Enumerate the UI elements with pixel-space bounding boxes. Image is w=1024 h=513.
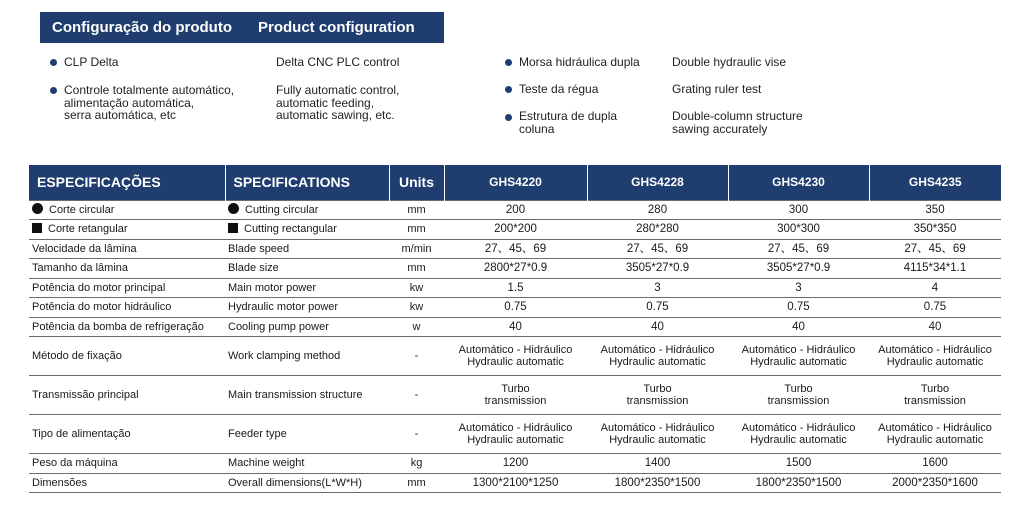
cell-value-text: Automático - Hidráulico Hydraulic automatic xyxy=(878,422,992,446)
cell-value xyxy=(869,454,1001,474)
cell-value xyxy=(728,376,869,415)
header-model: GHS4220 xyxy=(444,165,587,200)
cell-label-en xyxy=(225,239,389,259)
cell-unit xyxy=(389,317,444,337)
cell-value xyxy=(728,337,869,376)
cell-unit-text: mm xyxy=(407,203,426,216)
cell-value-text: Automático - Hidráulico Hydraulic automatic xyxy=(458,422,573,446)
cell-unit-text: - xyxy=(414,350,419,362)
cell-label-en xyxy=(225,376,389,415)
cell-value-text: 2800*27*0.9 xyxy=(483,262,548,275)
cell-label-pt-text: Tipo de alimentação xyxy=(32,428,131,440)
cell-unit-text: kw xyxy=(409,301,424,314)
cell-label-en-text: Main transmission structure xyxy=(228,389,363,401)
cell-value xyxy=(587,298,728,318)
cell-value xyxy=(587,454,728,474)
cell-label-pt-text: Corte circular xyxy=(49,204,115,217)
cell-label-en-text: Cutting circular xyxy=(245,204,319,217)
cell-label-pt xyxy=(29,415,225,454)
cell-label-pt xyxy=(29,454,225,474)
cell-value xyxy=(444,473,587,493)
cell-value-text: 0.75 xyxy=(787,301,810,314)
table-body xyxy=(29,200,1001,493)
cell-value xyxy=(869,259,1001,279)
cell-label-en-text: Cooling pump power xyxy=(228,320,329,333)
config-right-pt-1: Teste da régua xyxy=(519,82,599,96)
cell-unit xyxy=(389,220,444,240)
cell-value xyxy=(587,239,728,259)
config-title-pt: Configuração do produto xyxy=(52,19,232,36)
cell-value xyxy=(728,259,869,279)
cell-label-en xyxy=(225,200,389,220)
cell-value xyxy=(587,200,728,220)
cell-label-en xyxy=(225,259,389,279)
cell-label-en-text: Main motor power xyxy=(228,281,317,294)
cell-value-text: Turbo transmission xyxy=(484,383,547,407)
cell-value xyxy=(869,278,1001,298)
cell-label-pt xyxy=(29,220,225,240)
cell-value xyxy=(444,376,587,415)
config-left-pt-0: CLP Delta xyxy=(64,55,119,69)
cell-value-text: 1200 xyxy=(502,457,529,470)
config-left-pt-1: Controle totalmente automático, alimentação automática, serra automática, etc xyxy=(64,83,235,122)
header-model: GHS4235 xyxy=(869,165,1001,200)
cell-label-pt xyxy=(29,317,225,337)
cell-value xyxy=(444,239,587,259)
cell-value-text: 280 xyxy=(647,203,668,216)
cell-unit-text: kg xyxy=(410,457,423,470)
cell-unit xyxy=(389,239,444,259)
table-header-row xyxy=(29,165,1001,200)
cell-label-pt-text: Potência do motor principal xyxy=(32,281,166,294)
cell-unit xyxy=(389,200,444,220)
cell-value xyxy=(728,473,869,493)
bullet-icon xyxy=(50,87,57,94)
cell-value-text: Automático - Hidráulico Hydraulic automatic xyxy=(600,344,715,368)
cell-value xyxy=(869,239,1001,259)
cell-value-text: 4 xyxy=(931,281,939,294)
cell-value xyxy=(728,415,869,454)
config-left-en-0: Delta CNC PLC control xyxy=(276,55,400,69)
cell-unit xyxy=(389,337,444,376)
table-row xyxy=(29,337,1001,376)
config-right-en-1: Grating ruler test xyxy=(672,82,762,96)
cell-value-text: 1500 xyxy=(785,457,812,470)
cell-value-text: 300 xyxy=(788,203,809,216)
cell-value-text: 3 xyxy=(795,281,802,294)
config-right-en-0: Double hydraulic vise xyxy=(672,55,787,69)
cell-label-en xyxy=(225,278,389,298)
cell-label-pt xyxy=(29,259,225,279)
table-row xyxy=(29,259,1001,279)
table-row xyxy=(29,454,1001,474)
cell-value xyxy=(587,220,728,240)
cell-unit xyxy=(389,454,444,474)
cell-value-text: 1800*2350*1500 xyxy=(614,476,701,489)
header-model: GHS4228 xyxy=(587,165,728,200)
cell-value xyxy=(869,376,1001,415)
cell-value-text: Automático - Hidráulico Hydraulic automatic xyxy=(458,344,573,368)
cell-value-text: 200 xyxy=(505,203,526,216)
header-units: Units xyxy=(389,165,444,200)
cell-value-text: 27、45、69 xyxy=(484,242,547,255)
cell-value-text: 40 xyxy=(509,320,522,333)
cell-value-text: 27、45、69 xyxy=(626,242,689,255)
cell-value xyxy=(869,415,1001,454)
cell-value xyxy=(869,298,1001,318)
cell-value xyxy=(728,239,869,259)
cell-value-text: Automático - Hidráulico Hydraulic automatic xyxy=(741,344,856,368)
cell-value-text: 0.75 xyxy=(923,301,947,314)
cell-value xyxy=(869,337,1001,376)
cell-label-pt-text: Corte retangular xyxy=(48,223,128,236)
cell-label-pt xyxy=(29,337,225,376)
config-header xyxy=(40,12,444,43)
cell-value xyxy=(444,220,587,240)
square-icon xyxy=(32,223,42,233)
cell-value-text: 3 xyxy=(654,281,661,294)
table-row xyxy=(29,473,1001,493)
cell-unit xyxy=(389,278,444,298)
cell-value xyxy=(444,415,587,454)
cell-value xyxy=(869,473,1001,493)
cell-label-pt xyxy=(29,376,225,415)
cell-label-en xyxy=(225,454,389,474)
cell-value-text: 3505*27*0.9 xyxy=(625,262,690,275)
cell-value-text: 40 xyxy=(928,320,942,333)
cell-value xyxy=(587,415,728,454)
header-pt: ESPECIFICAÇÕES xyxy=(29,165,225,200)
cell-value xyxy=(728,454,869,474)
spec-table xyxy=(29,165,1001,493)
cell-label-en xyxy=(225,317,389,337)
bullet-icon xyxy=(50,59,57,66)
cell-label-en-text: Work clamping method xyxy=(228,350,341,362)
config-right-en-2: Double-column structure sawing accurately xyxy=(672,109,803,136)
cell-label-pt-text: Potência do motor hidráulico xyxy=(32,301,172,314)
cell-value-text: 1800*2350*1500 xyxy=(755,476,842,489)
cell-label-pt-text: Potência da bomba de refrigeração xyxy=(32,320,204,333)
cell-label-en-text: Blade speed xyxy=(228,242,290,255)
cell-label-pt xyxy=(29,239,225,259)
cell-value-text: 1400 xyxy=(644,457,671,470)
cell-value xyxy=(869,317,1001,337)
cell-label-pt xyxy=(29,278,225,298)
cell-label-pt-text: Método de fixação xyxy=(32,350,122,362)
cell-value xyxy=(728,317,869,337)
cell-label-en-text: Blade size xyxy=(228,262,279,275)
cell-label-en-text: Machine weight xyxy=(228,457,305,470)
cell-unit-text: mm xyxy=(407,476,426,489)
cell-unit xyxy=(389,259,444,279)
cell-unit xyxy=(389,298,444,318)
cell-label-pt-text: Dimensões xyxy=(32,476,88,489)
table-row xyxy=(29,278,1001,298)
bullet-icon xyxy=(505,114,512,121)
table-row xyxy=(29,376,1001,415)
bullet-icon xyxy=(505,59,512,66)
table-row xyxy=(29,239,1001,259)
cell-value xyxy=(444,317,587,337)
cell-value xyxy=(444,278,587,298)
cell-value xyxy=(728,298,869,318)
cell-value-text: 0.75 xyxy=(504,301,527,314)
cell-value-text: 4115*34*1.1 xyxy=(903,262,967,275)
cell-label-en-text: Overall dimensions(L*W*H) xyxy=(228,476,362,489)
cell-value-text: 27、45、69 xyxy=(767,242,830,255)
cell-label-pt-text: Velocidade da lâmina xyxy=(32,242,137,255)
header-model: GHS4230 xyxy=(728,165,869,200)
table-row xyxy=(29,220,1001,240)
circle-icon xyxy=(228,203,239,214)
cell-value-text: 300*300 xyxy=(777,223,820,236)
cell-value-text: 3505*27*0.9 xyxy=(766,262,831,275)
cell-value-text: 1300*2100*1250 xyxy=(472,476,559,489)
cell-value-text: Turbo transmission xyxy=(904,383,966,407)
table-row xyxy=(29,317,1001,337)
cell-label-en-text: Hydraulic motor power xyxy=(228,301,339,314)
config-right-pt-0: Morsa hidráulica dupla xyxy=(519,55,640,69)
cell-value-text: Automático - Hidráulico Hydraulic automatic xyxy=(741,422,856,446)
cell-value xyxy=(587,317,728,337)
cell-label-pt xyxy=(29,298,225,318)
cell-value xyxy=(587,278,728,298)
cell-value xyxy=(869,220,1001,240)
cell-unit-text: m/min xyxy=(401,242,432,255)
cell-label-en-text: Feeder type xyxy=(228,428,287,440)
cell-unit-text: w xyxy=(412,320,421,333)
cell-label-en xyxy=(225,415,389,454)
cell-value-text: 2000*2350*1600 xyxy=(892,476,978,489)
cell-value xyxy=(587,337,728,376)
cell-label-pt-text: Transmissão principal xyxy=(32,389,139,401)
cell-label-pt xyxy=(29,473,225,493)
table-row xyxy=(29,415,1001,454)
cell-value-text: 200*200 xyxy=(494,223,537,236)
cell-label-en xyxy=(225,473,389,493)
cell-unit xyxy=(389,376,444,415)
cell-unit-text: mm xyxy=(407,223,426,236)
cell-value xyxy=(587,473,728,493)
cell-label-pt-text: Tamanho da lâmina xyxy=(32,262,129,275)
cell-label-en xyxy=(225,337,389,376)
square-icon xyxy=(228,223,238,233)
cell-unit-text: kw xyxy=(409,281,424,294)
config-title-en: Product configuration xyxy=(257,19,415,36)
cell-unit xyxy=(389,473,444,493)
cell-unit xyxy=(389,415,444,454)
cell-unit-text: mm xyxy=(407,262,426,275)
bullet-icon xyxy=(505,86,512,93)
cell-value-text: 350*350 xyxy=(913,223,957,236)
cell-value-text: 27、45、69 xyxy=(904,242,966,255)
cell-value-text: Turbo transmission xyxy=(626,383,689,407)
cell-value-text: 1600 xyxy=(922,457,948,470)
cell-value xyxy=(444,298,587,318)
table-row xyxy=(29,298,1001,318)
cell-value-text: 350 xyxy=(925,203,945,216)
table-row xyxy=(29,200,1001,220)
config-left-en-1: Fully automatic control, automatic feeding, automatic sawing, etc. xyxy=(276,83,400,122)
cell-value xyxy=(728,220,869,240)
cell-label-en xyxy=(225,298,389,318)
cell-unit-text: - xyxy=(414,428,419,440)
cell-value xyxy=(587,376,728,415)
cell-unit-text: - xyxy=(414,389,419,401)
cell-value-text: Automático - Hidráulico Hydraulic automatic xyxy=(600,422,715,446)
config-right-pt-2: Estrutura de dupla coluna xyxy=(519,109,618,136)
cell-value xyxy=(444,200,587,220)
cell-value-text: Automático - Hidráulico Hydraulic automatic xyxy=(878,344,992,368)
cell-value-text: 40 xyxy=(792,320,805,333)
cell-label-en-text: Cutting rectangular xyxy=(244,223,337,236)
cell-value xyxy=(728,278,869,298)
cell-value-text: 280*280 xyxy=(636,223,679,236)
cell-value xyxy=(444,454,587,474)
cell-label-pt-text: Peso da máquina xyxy=(32,457,118,470)
cell-label-en xyxy=(225,220,389,240)
cell-value-text: Turbo transmission xyxy=(767,383,830,407)
cell-value xyxy=(444,337,587,376)
cell-value xyxy=(728,200,869,220)
cell-label-pt xyxy=(29,200,225,220)
cell-value xyxy=(587,259,728,279)
cell-value-text: 1.5 xyxy=(507,281,524,294)
circle-icon xyxy=(32,203,43,214)
cell-value xyxy=(869,200,1001,220)
cell-value-text: 40 xyxy=(651,320,664,333)
cell-value-text: 0.75 xyxy=(646,301,669,314)
cell-value xyxy=(444,259,587,279)
header-en: SPECIFICATIONS xyxy=(225,165,389,200)
